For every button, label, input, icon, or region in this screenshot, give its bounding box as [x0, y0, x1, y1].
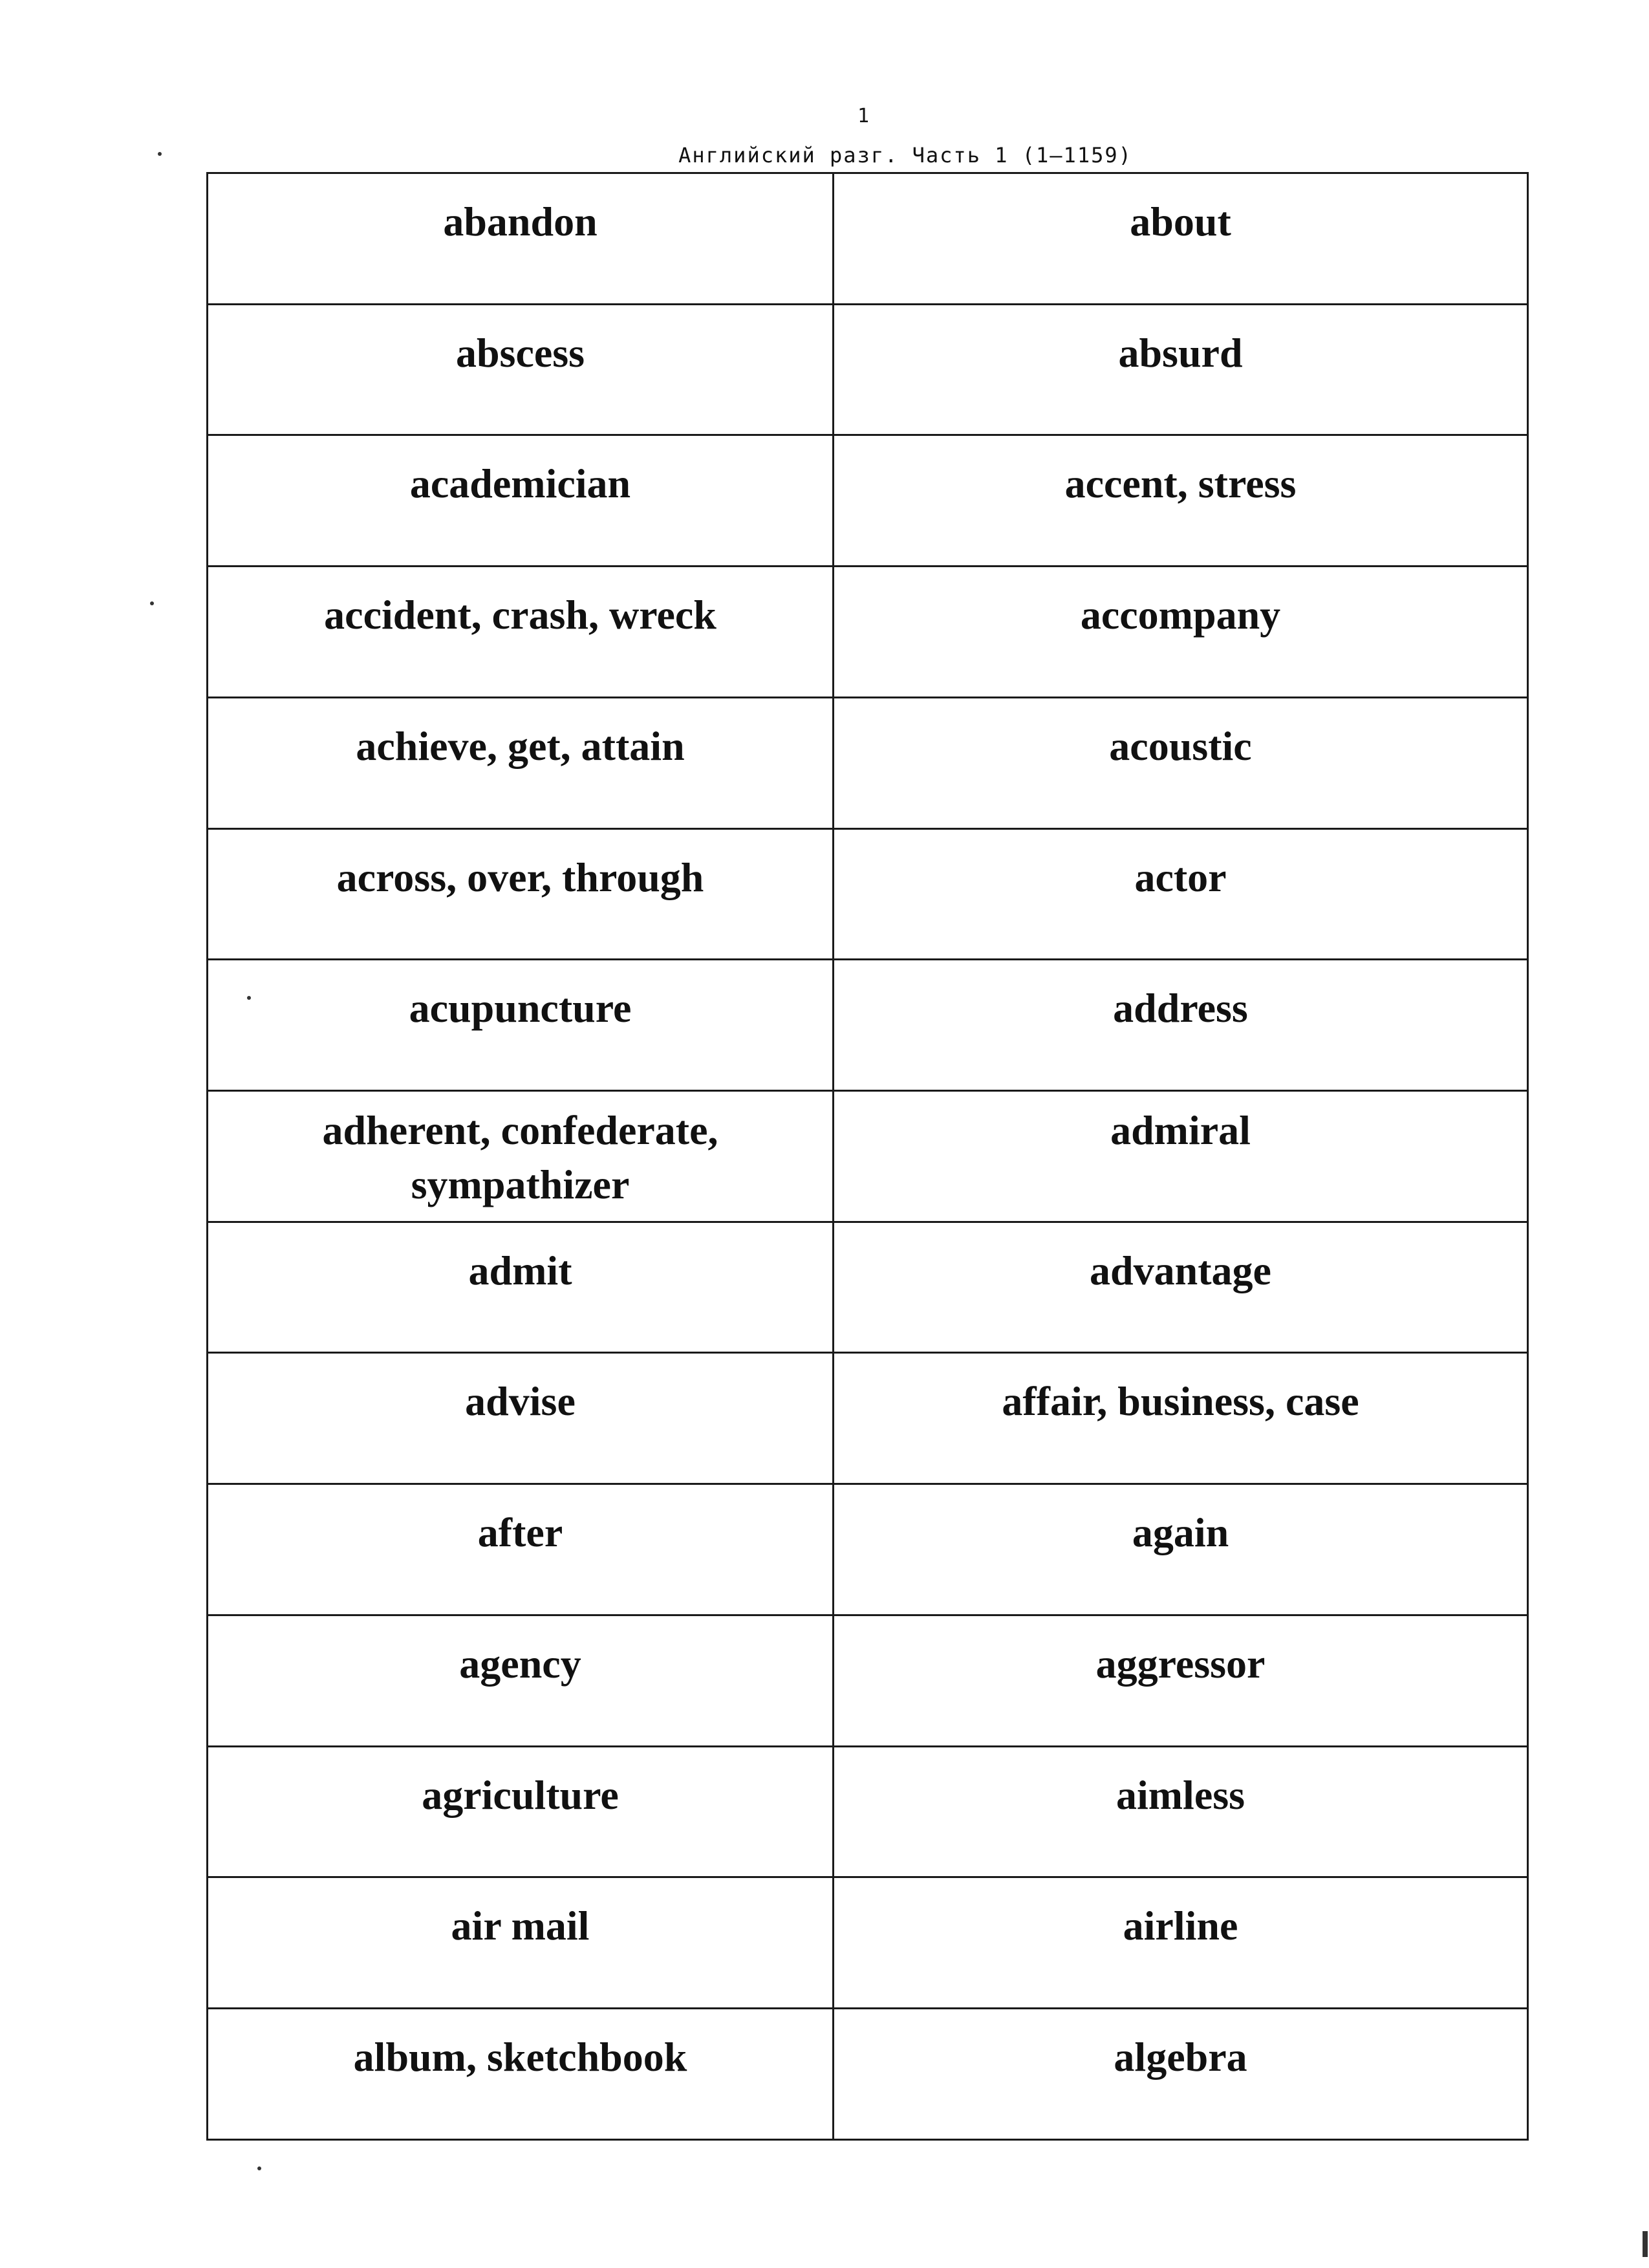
card-right: accent, stress — [834, 435, 1528, 567]
table-row — [208, 1877, 1528, 2009]
card-left: adherent, confederate, sympathizer — [208, 1091, 834, 1222]
card-left: across, over, through — [208, 828, 834, 960]
card-left: acupuncture — [208, 960, 834, 1091]
card-right: affair, business, case — [834, 1353, 1528, 1484]
card-right: actor — [834, 828, 1528, 960]
card-right: admiral — [834, 1091, 1528, 1222]
table-row — [208, 1091, 1528, 1222]
card-left: achieve, get, attain — [208, 697, 834, 828]
card-right: accompany — [834, 567, 1528, 698]
document-header-title: Английский разг. Часть 1 (1–1159) — [678, 143, 1132, 167]
table-row — [208, 1484, 1528, 1615]
card-right: acoustic — [834, 697, 1528, 828]
card-left: academician — [208, 435, 834, 567]
scan-speck — [257, 2166, 261, 2170]
scan-speck — [247, 996, 251, 1000]
card-left: air mail — [208, 1877, 834, 2009]
table-row — [208, 828, 1528, 960]
card-right: advantage — [834, 1222, 1528, 1353]
flashcard-table — [206, 172, 1529, 2141]
card-right: absurd — [834, 304, 1528, 435]
table-row — [208, 697, 1528, 828]
scan-speck — [1643, 2231, 1648, 2257]
table-row — [208, 304, 1528, 435]
card-left: album, sketchbook — [208, 2009, 834, 2140]
card-left: agriculture — [208, 1746, 834, 1877]
card-left: accident, crash, wreck — [208, 567, 834, 698]
card-left: abscess — [208, 304, 834, 435]
table-row — [208, 435, 1528, 567]
card-right: algebra — [834, 2009, 1528, 2140]
table-row — [208, 173, 1528, 305]
table-row — [208, 2009, 1528, 2140]
scan-speck — [158, 152, 162, 156]
card-left: abandon — [208, 173, 834, 305]
card-left: after — [208, 1484, 834, 1615]
table-row — [208, 1222, 1528, 1353]
table-row — [208, 1746, 1528, 1877]
card-left: admit — [208, 1222, 834, 1353]
scan-speck — [150, 601, 154, 605]
card-right: airline — [834, 1877, 1528, 2009]
card-right: about — [834, 173, 1528, 305]
card-right: address — [834, 960, 1528, 1091]
card-left: advise — [208, 1353, 834, 1484]
card-right: again — [834, 1484, 1528, 1615]
table-row — [208, 960, 1528, 1091]
table-row — [208, 1353, 1528, 1484]
table-row — [208, 1615, 1528, 1746]
card-left: agency — [208, 1615, 834, 1746]
card-right: aggressor — [834, 1615, 1528, 1746]
table-row — [208, 567, 1528, 698]
card-right: aimless — [834, 1746, 1528, 1877]
page-number: 1 — [857, 105, 870, 127]
